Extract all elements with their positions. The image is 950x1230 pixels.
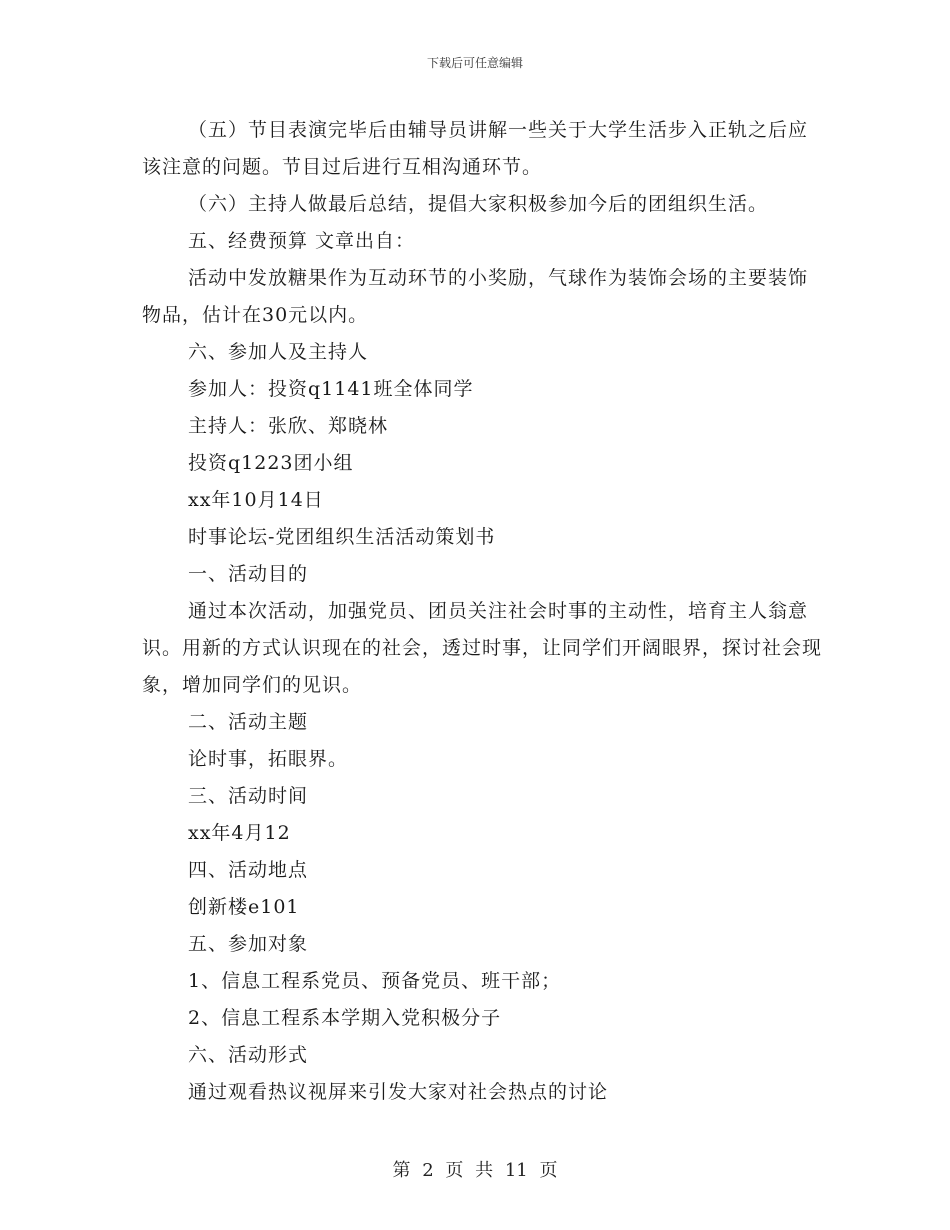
- paragraph: 投资q1223团小组: [188, 452, 354, 474]
- page-number-footer: 第 2 页 共 11 页: [392, 1160, 558, 1181]
- paragraph: xx年10月14日: [188, 489, 324, 511]
- paragraph: （五）节目表演完毕后由辅导员讲解一些关于大学生活步入正轨之后应该注意的问题。节目过后进行互相沟通环节。: [142, 119, 809, 178]
- page-header-note: 下载后可任意编辑: [426, 56, 523, 70]
- paragraph: 2、信息工程系本学期入党积极分子: [188, 1007, 502, 1029]
- paragraph: 五、经费预算 文章出自：: [188, 230, 416, 252]
- paragraph: 一、活动目的: [188, 563, 309, 585]
- paragraph: 论时事，拓眼界。: [188, 748, 349, 770]
- paragraph: xx年4月12: [188, 822, 291, 844]
- paragraph: 时事论坛-党团组织生活活动策划书: [188, 526, 496, 548]
- paragraph: 五、参加对象: [188, 933, 309, 955]
- paragraph: 四、活动地点: [188, 859, 309, 881]
- paragraph: 创新楼e101: [188, 896, 300, 918]
- paragraph: 通过本次活动，加强党员、团员关注社会时事的主动性，培育主人翁意识。用新的方式认识现在的社会，透过时事，让同学们开阔眼界，探讨社会现象，增加同学们的见识。: [142, 600, 823, 696]
- paragraph: 六、活动形式: [188, 1044, 309, 1066]
- document-body: [142, 112, 822, 1111]
- paragraph: 主持人：张欣、郑晓林: [188, 415, 389, 437]
- paragraph: 二、活动主题: [188, 711, 309, 733]
- paragraph: 1、信息工程系党员、预备党员、班干部；: [188, 970, 562, 992]
- paragraph: 活动中发放糖果作为互动环节的小奖励，气球作为装饰会场的主要装饰物品，估计在30元以内。: [142, 267, 809, 326]
- paragraph: 参加人：投资q1141班全体同学: [188, 378, 474, 400]
- paragraph: 通过观看热议视屏来引发大家对社会热点的讨论: [188, 1081, 609, 1103]
- paragraph: 六、参加人及主持人: [188, 341, 369, 363]
- paragraph: 三、活动时间: [188, 785, 309, 807]
- paragraph: （六）主持人做最后总结，提倡大家积极参加今后的团组织生活。: [188, 193, 769, 215]
